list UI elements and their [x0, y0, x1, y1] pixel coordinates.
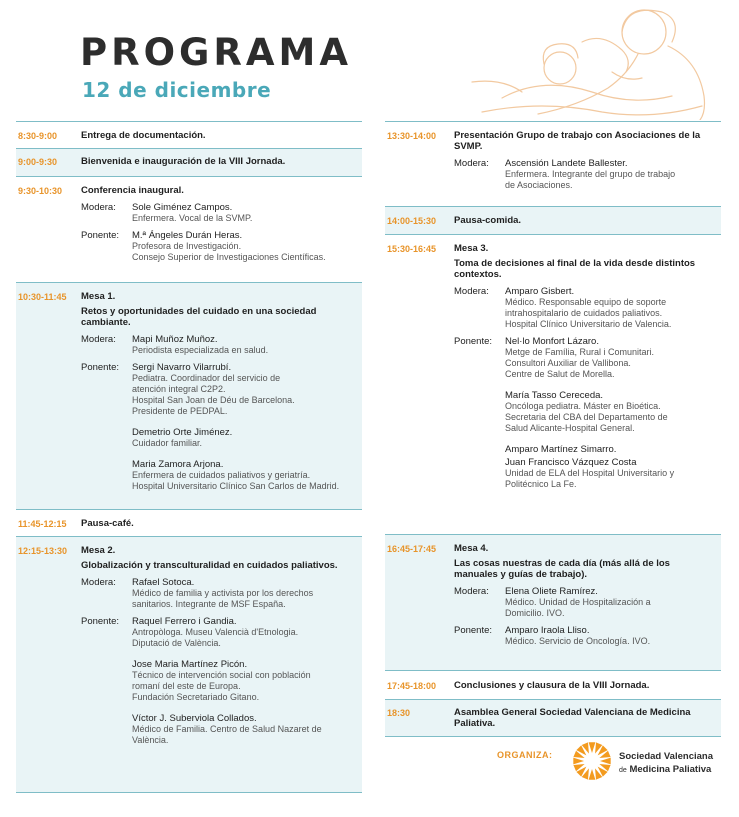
speaker-entry [132, 334, 356, 356]
schedule-row [16, 148, 362, 176]
speaker-list [505, 286, 715, 330]
session-time: 14:00-15:30 [387, 216, 437, 226]
speaker-name: Amparo Gisbert. [505, 286, 575, 297]
session-subtitle: Toma de decisiones al final de la vida desde distintos contextos. [454, 258, 696, 280]
organizer-line-2-prefix: de [619, 767, 627, 774]
speaker-entry [505, 444, 715, 455]
svmp-logo-icon [572, 741, 612, 781]
speaker-name: Mapi Muñoz Muñoz. [132, 334, 218, 345]
speaker-role: Modera: [454, 286, 489, 297]
speaker-name: Ascensión Landete Ballester. [505, 158, 628, 169]
session-content [81, 545, 356, 746]
session-subtitle: Retos y oportunidades del cuidado en una sociedad cambiante. [81, 306, 317, 328]
speaker-list [505, 586, 715, 619]
speaker-affiliation: Médico. Servicio de Oncología. IVO. [505, 636, 651, 646]
schedule-right-column [385, 121, 721, 737]
speaker-affiliation: Cuidador familiar. [132, 438, 203, 448]
speaker-entry [132, 459, 356, 492]
speaker-entry [132, 427, 356, 449]
speaker-entry [505, 625, 715, 647]
schedule-left-column [16, 121, 362, 793]
speaker-role: Ponente: [81, 230, 120, 241]
session-time: 9:00-9:30 [18, 157, 58, 167]
event-date: 12 de diciembre [82, 78, 272, 102]
schedule-row [385, 206, 721, 234]
session-content [454, 215, 715, 226]
logo-ray [600, 758, 611, 765]
session-content [81, 130, 356, 141]
speaker-list [505, 158, 715, 191]
speaker-group [81, 577, 356, 610]
session-time: 16:45-17:45 [387, 544, 437, 554]
session-title: Pausa-comida. [454, 215, 522, 226]
session-subtitle: Globalización y transculturalidad en cuidados paliativos. [81, 560, 338, 571]
speaker-list [132, 230, 356, 263]
caregiver-illustration-icon [462, 2, 712, 120]
session-content [81, 518, 356, 529]
speaker-name: Amparo Martínez Simarro. [505, 444, 617, 455]
speaker-affiliation: Técnico de intervención social con población [132, 670, 311, 680]
session-title: Mesa 1. [81, 291, 116, 302]
speaker-affiliation: Enfermera. Integrante del grupo de trabajo [505, 169, 676, 179]
speaker-name: Jose Maria Martínez Picón. [132, 659, 248, 670]
speaker-entry [132, 362, 356, 417]
speaker-affiliation: Presidente de PEDPAL. [132, 406, 228, 416]
schedule-row [385, 234, 721, 534]
speaker-affiliation: sanitarios. Integrante de MSF España. [132, 599, 286, 609]
page-title: PROGRAMA [80, 31, 353, 74]
speaker-affiliation: Hospital Clínico Universitario de Valencia. [505, 319, 672, 329]
schedule-row [385, 534, 721, 670]
speaker-group [81, 362, 356, 492]
session-title: Pausa-café. [81, 518, 134, 529]
speaker-affiliation: romaní del este de Europa. [132, 681, 241, 691]
speaker-list [132, 577, 356, 610]
speaker-affiliation: Antropòloga. Museu Valencià d'Etnologia. [132, 627, 299, 637]
speaker-entry [505, 158, 715, 191]
speaker-role: Ponente: [454, 625, 493, 636]
speaker-group [81, 202, 356, 224]
speaker-list [132, 616, 356, 746]
session-title: Mesa 2. [81, 545, 116, 556]
speaker-entry [505, 390, 715, 434]
organiza-label: ORGANIZA: [497, 750, 553, 760]
session-time: 15:30-16:45 [387, 244, 437, 254]
speaker-affiliation: Politécnico La Fe. [505, 479, 577, 489]
speaker-affiliation: de Asociaciones. [505, 180, 573, 190]
speaker-name: Nel·lo Monfort Lázaro. [505, 336, 599, 347]
schedule-row [16, 509, 362, 536]
session-title: Entrega de documentación. [81, 130, 206, 141]
session-subtitle: Las cosas nuestras de cada día (más allá de los manuales y guías de trabajo). [454, 558, 670, 580]
schedule-row [16, 121, 362, 148]
session-content [454, 130, 715, 191]
logo-ray [573, 758, 584, 765]
speaker-affiliation: Consultori Auxiliar de Vallibona. [505, 358, 631, 368]
schedule-row [16, 176, 362, 282]
speaker-name: Maria Zamora Arjona. [132, 459, 224, 470]
session-title: Bienvenida e inauguración de la VIII Jornada. [81, 156, 286, 167]
speaker-affiliation: Secretaria del CBA del Departamento de [505, 412, 668, 422]
session-time: 17:45-18:00 [387, 681, 437, 691]
speaker-group [81, 334, 356, 356]
speaker-affiliation: atención integral C2P2. [132, 384, 226, 394]
speaker-role: Modera: [454, 158, 489, 169]
speaker-affiliation: Centre de Salut de Morella. [505, 369, 615, 379]
speaker-group [454, 586, 715, 619]
session-content [81, 185, 356, 263]
organizer-name [619, 750, 713, 777]
schedule-row [385, 699, 721, 736]
speaker-name: Amparo Iraola Lliso. [505, 625, 590, 636]
speaker-affiliation: Hospital Universitario Clínico San Carlos de Madrid. [132, 481, 340, 491]
speaker-role: Modera: [81, 577, 116, 588]
speaker-group [454, 158, 715, 191]
speaker-role: Modera: [81, 334, 116, 345]
speaker-name: Sergi Navarro Vilarrubí. [132, 362, 232, 373]
speaker-affiliation: Periodista especializada en salud. [132, 345, 269, 355]
speaker-affiliation: Hospital San Joan de Déu de Barcelona. [132, 395, 295, 405]
speaker-affiliation: Médico de Familia. Centro de Salud Nazaret de [132, 724, 322, 734]
speaker-affiliation: intrahospitalario de cuidados paliativos. [505, 308, 663, 318]
speaker-entry [132, 577, 356, 610]
session-content [81, 291, 356, 492]
speaker-entry [505, 286, 715, 330]
schedule-row [385, 121, 721, 206]
speaker-name: M.ª Ángeles Durán Heras. [132, 230, 243, 241]
speaker-entry [505, 336, 715, 380]
session-title: Presentación Grupo de trabajo con Asociaciones de la SVMP. [454, 130, 701, 152]
speaker-name: Sole Giménez Campos. [132, 202, 233, 213]
speaker-role: Ponente: [81, 362, 120, 373]
speaker-name: María Tasso Cereceda. [505, 390, 604, 401]
session-time: 13:30-14:00 [387, 131, 437, 141]
schedule-row [16, 282, 362, 509]
organizer-line-2-main: Medicina Paliativa [629, 764, 712, 775]
speaker-list [132, 202, 356, 224]
session-title: Mesa 3. [454, 243, 489, 254]
column-bottom-rule [16, 792, 362, 793]
speaker-entry [132, 230, 356, 263]
speaker-name: Juan Francisco Vázquez Costa [505, 457, 637, 468]
session-title: Conclusiones y clausura de la VIII Jornada. [454, 680, 650, 691]
speaker-name: Elena Oliete Ramírez. [505, 586, 598, 597]
session-content [454, 243, 715, 490]
speaker-affiliation: València. [132, 735, 169, 745]
speaker-list [505, 336, 715, 490]
session-content [454, 543, 715, 647]
session-title: Mesa 4. [454, 543, 489, 554]
speaker-affiliation: Metge de Família, Rural i Comunitari. [505, 347, 655, 357]
speaker-affiliation: Médico de familia y activista por los derechos [132, 588, 314, 598]
session-time: 18:30 [387, 708, 411, 718]
session-title: Conferencia inaugural. [81, 185, 184, 196]
speaker-affiliation: Diputació de València. [132, 638, 221, 648]
speaker-group [81, 230, 356, 263]
speaker-affiliation: Pediatra. Coordinador del servicio de [132, 373, 281, 383]
speaker-role: Modera: [454, 586, 489, 597]
organizer-line-1: Sociedad Valenciana [619, 751, 713, 762]
speaker-entry [132, 659, 356, 703]
session-time: 12:15-13:30 [18, 546, 68, 556]
speaker-entry [132, 616, 356, 649]
speaker-affiliation: Consejo Superior de Investigaciones Científicas. [132, 252, 326, 262]
speaker-list [132, 334, 356, 356]
speaker-affiliation: Oncóloga pediatra. Máster en Bioética. [505, 401, 661, 411]
speaker-group [81, 616, 356, 746]
speaker-affiliation: Profesora de Investigación. [132, 241, 242, 251]
speaker-role: Modera: [81, 202, 116, 213]
session-time: 11:45-12:15 [18, 519, 67, 529]
speaker-name: Rafael Sotoca. [132, 577, 195, 588]
speaker-list [505, 625, 715, 647]
speaker-entry [132, 202, 356, 224]
schedule-row [16, 536, 362, 792]
logo-ray [589, 742, 596, 753]
speaker-affiliation: Médico. Responsable equipo de soporte [505, 297, 667, 307]
speaker-name: Raquel Ferrero i Gandia. [132, 616, 237, 627]
speaker-entry [505, 586, 715, 619]
session-time: 8:30-9:00 [18, 131, 58, 141]
logo-ray [589, 769, 596, 780]
speaker-name: Demetrio Orte Jiménez. [132, 427, 233, 438]
column-bottom-rule [385, 736, 721, 737]
speaker-role: Ponente: [81, 616, 120, 627]
speaker-entry [505, 457, 715, 490]
speaker-entry [132, 713, 356, 746]
speaker-affiliation: Médico. Unidad de Hospitalización a [505, 597, 651, 607]
speaker-affiliation: Fundación Secretariado Gitano. [132, 692, 260, 702]
speaker-role: Ponente: [454, 336, 493, 347]
session-content [454, 707, 715, 729]
session-time: 9:30-10:30 [18, 186, 63, 196]
organizer-line-2 [619, 763, 713, 777]
speaker-affiliation: Enfermera de cuidados paliativos y geriatría. [132, 470, 311, 480]
speaker-name: Víctor J. Suberviola Collados. [132, 713, 257, 724]
schedule-row [385, 670, 721, 699]
speaker-group [454, 336, 715, 490]
session-content [81, 156, 356, 167]
speaker-group [454, 286, 715, 330]
speaker-group [454, 625, 715, 647]
session-content [454, 680, 715, 691]
speaker-affiliation: Unidad de ELA del Hospital Universitario y [505, 468, 675, 478]
session-title: Asamblea General Sociedad Valenciana de Medicina Paliativa. [454, 707, 691, 729]
speaker-affiliation: Enfermera. Vocal de la SVMP. [132, 213, 253, 223]
session-time: 10:30-11:45 [18, 292, 67, 302]
speaker-affiliation: Salud Alicante-Hospital General. [505, 423, 635, 433]
speaker-affiliation: Domicilio. IVO. [505, 608, 565, 618]
speaker-list [132, 362, 356, 492]
